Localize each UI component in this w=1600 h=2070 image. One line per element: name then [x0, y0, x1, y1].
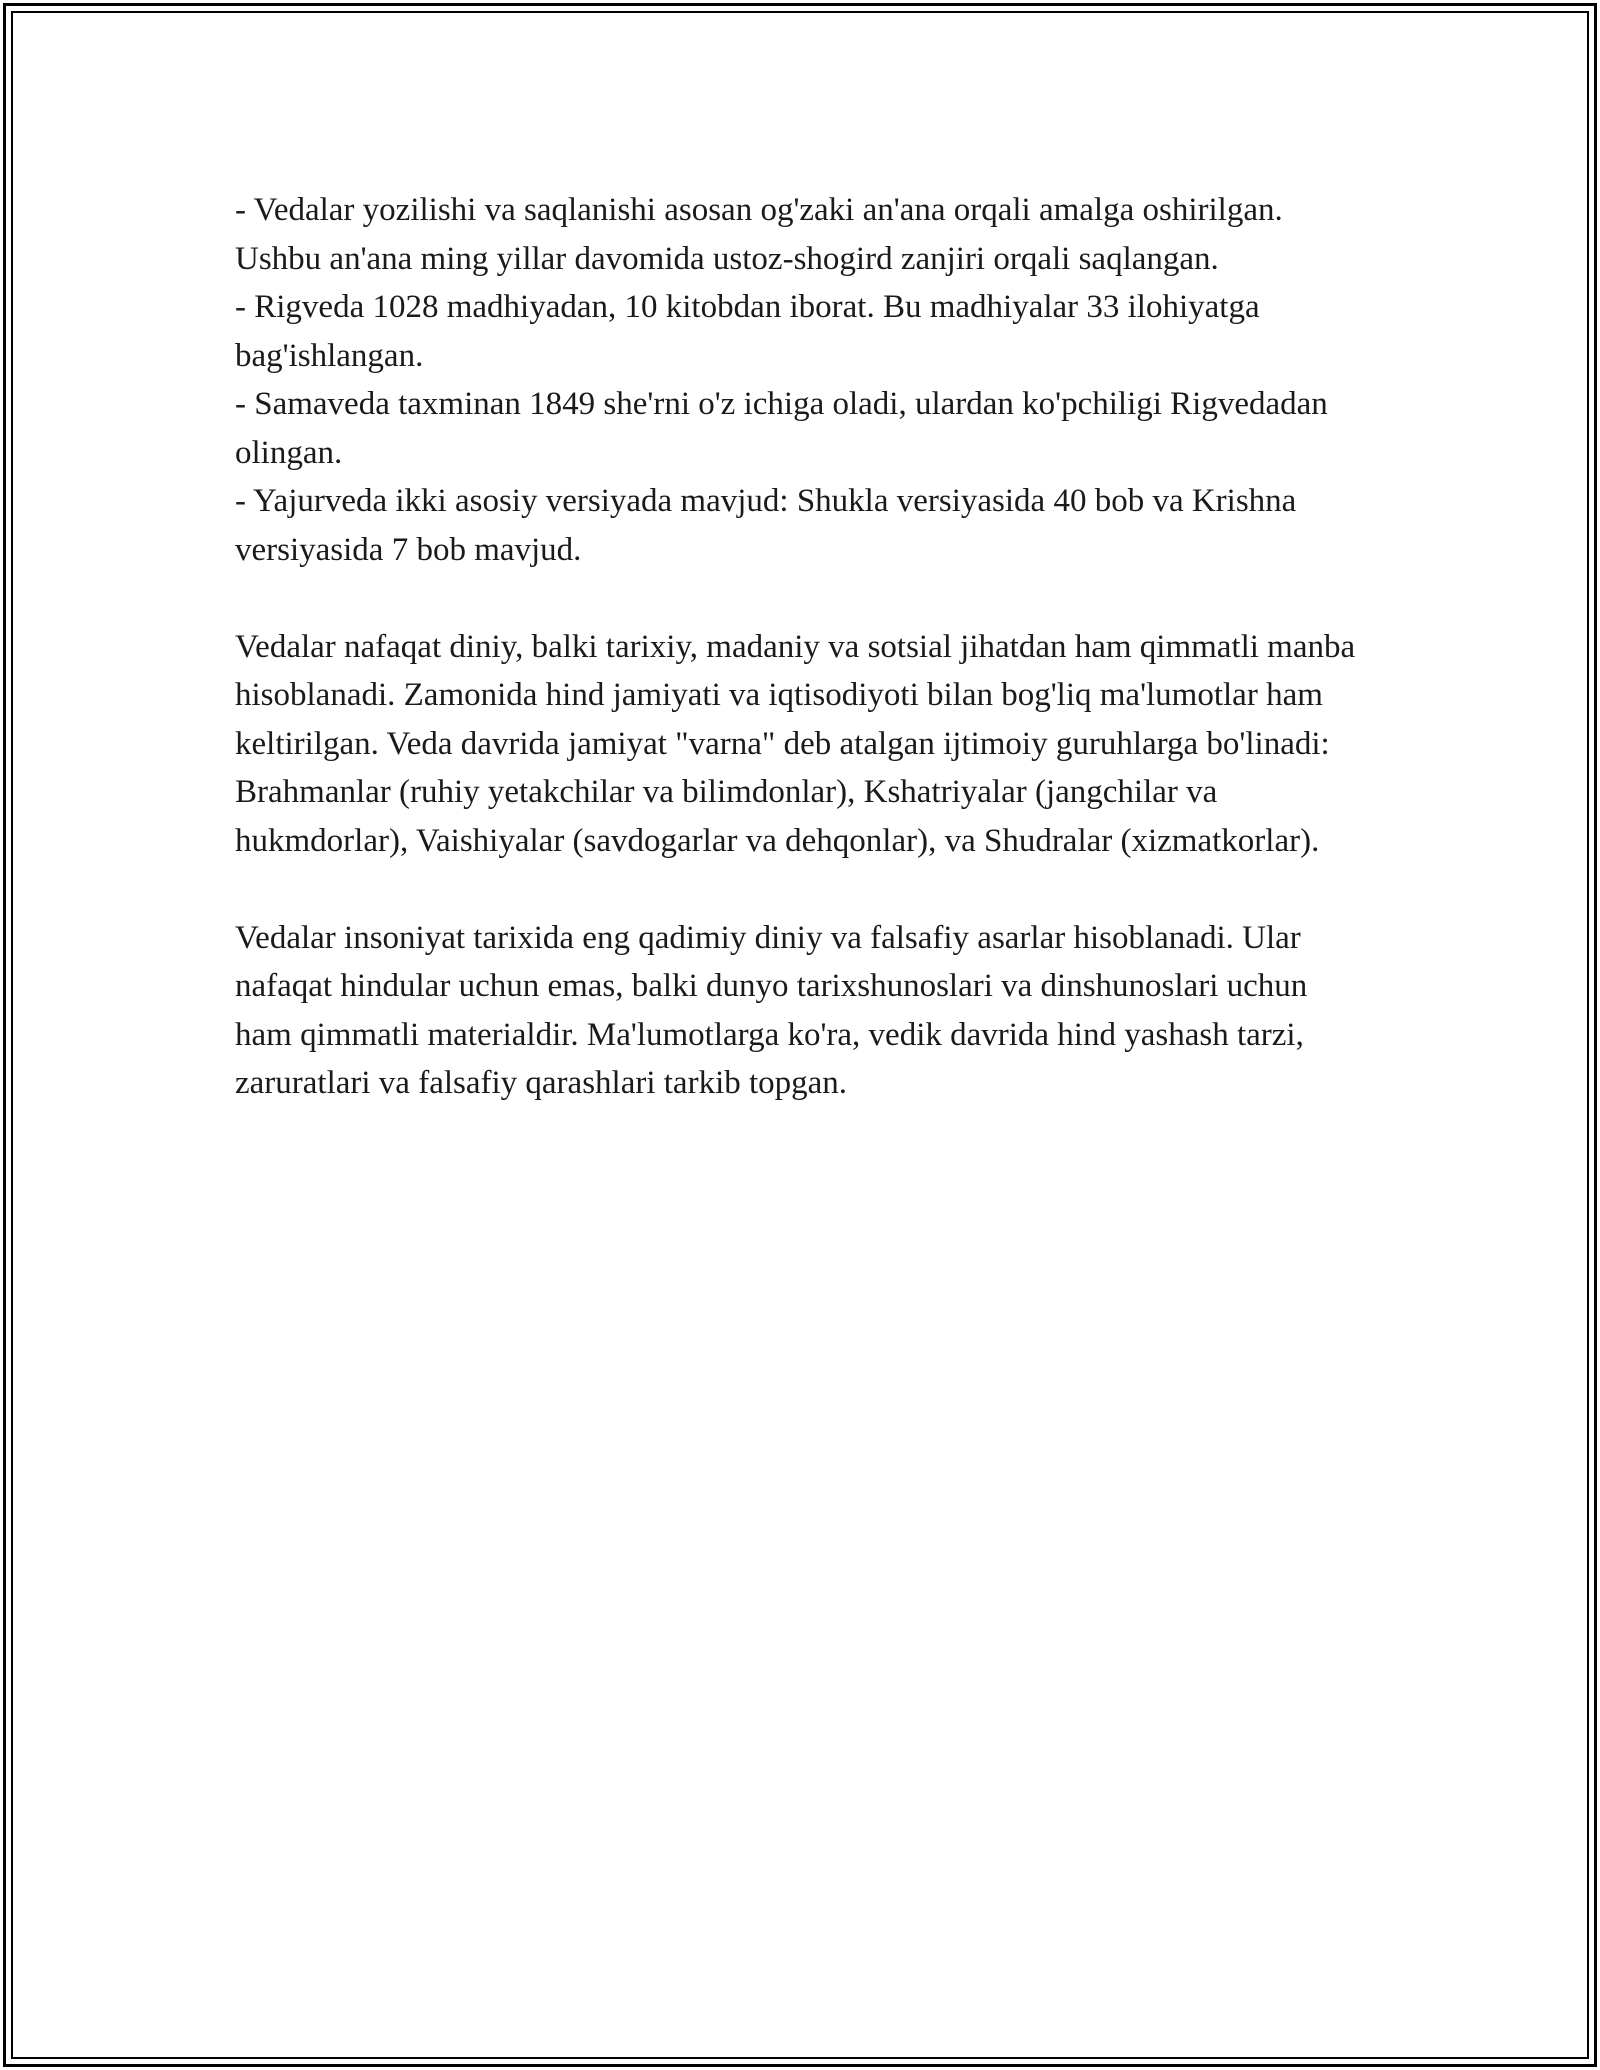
paragraph-conclusion: Vedalar insoniyat tarixida eng qadimiy diniy va falsafiy asarlar hisoblanadi. Ular nafaqat hindular uchun emas, balki dunyo tarixshunoslari va dinshunoslari uchun ham qimmatli materialdir. Ma'lumotlarga ko'ra, vedik davrida hind yashash tarzi, zaruratlari va falsafiy qarashlari tarkib topgan.	[235, 919, 1308, 1101]
bullet-item-yajurveda: - Yajurveda ikki asosiy versiyada mavjud: Shukla versiyasida 40 bob va Krishna versiyasida 7 bob mavjud.	[235, 483, 1297, 568]
paragraph-spacer	[235, 574, 1370, 623]
paragraph-spacer	[235, 865, 1370, 914]
bullet-item-rigveda: - Rigveda 1028 madhiyadan, 10 kitobdan iborat. Bu madhiyalar 33 ilohiyatga bag'ishlangan.	[235, 289, 1260, 374]
bullet-item-oral-tradition: - Vedalar yozilishi va saqlanishi asosan og'zaki an'ana orqali amalga oshirilgan. Ushbu an'ana ming yillar davomida ustoz-shogird zanjiri orqali saqlangan.	[235, 192, 1283, 277]
paragraph-varna: Vedalar nafaqat diniy, balki tarixiy, madaniy va sotsial jihatdan ham qimmatli manba hisoblanadi. Zamonida hind jamiyati va iqtisodiyoti bilan bog'liq ma'lumotlar ham keltirilgan. Veda davrida jamiyat "varna" deb atalgan ijtimoiy guruhlarga bo'linadi: Brahmanlar (ruhiy yetakchilar va bilimdonlar), Kshatriyalar (jangchilar va hukmdorlar), Vaishiyalar (savdogarlar va dehqonlar), va Shudralar (xizmatkorlar).	[235, 628, 1356, 859]
bullet-item-samaveda: - Samaveda taxminan 1849 she'rni o'z ichiga oladi, ulardan ko'pchiligi Rigvedadan olingan.	[235, 386, 1328, 471]
document-body	[235, 186, 1370, 1108]
